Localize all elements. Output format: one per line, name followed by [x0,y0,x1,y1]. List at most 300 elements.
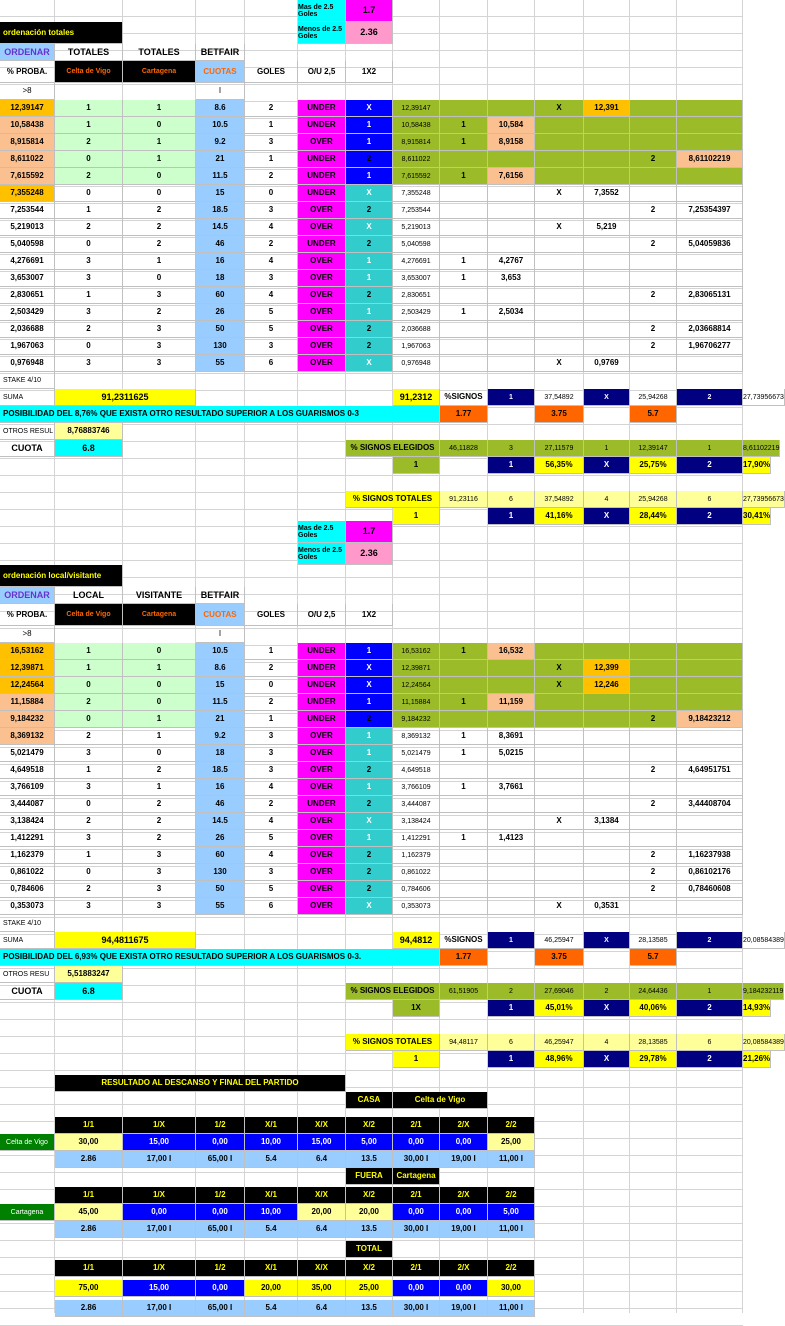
sign2-flag[interactable] [630,168,677,185]
away-goals[interactable]: 1 [123,660,196,677]
ou-cell[interactable]: UNDER [298,711,346,728]
ou-cell[interactable]: OVER [298,881,346,898]
sign2-value[interactable]: 7,25354397 [677,202,743,219]
prob-copy[interactable]: 3,766109 [393,779,440,796]
sign2-flag[interactable] [630,660,677,677]
sign-cell[interactable]: 2 [346,711,393,728]
halftime-odds[interactable]: 6.4 [298,1221,346,1238]
signx-flag[interactable] [535,779,584,796]
halftime-value[interactable]: 5,00 [488,1204,535,1221]
sign1-value[interactable] [488,881,535,898]
sign2-flag[interactable] [630,813,677,830]
sign2-value[interactable] [677,270,743,287]
halftime-header[interactable]: X/1 [245,1187,298,1204]
elegidos-pct[interactable]: 40,06% [630,1000,677,1017]
halftime-value[interactable]: 25,00 [488,1134,535,1151]
halftime-value[interactable]: 0,00 [196,1280,245,1297]
halftime-header[interactable]: X/2 [346,1187,393,1204]
sign-cell[interactable]: 2 [346,151,393,168]
section-title[interactable]: ordenación totales [0,22,123,44]
home-goals[interactable]: 0 [55,185,123,202]
proba-cell[interactable]: 2,036688 [0,321,55,338]
elegidos-pick[interactable]: 1 [393,457,440,474]
elegidos-pct[interactable]: 56,35% [535,457,584,474]
sign2-flag[interactable] [630,253,677,270]
prob-copy[interactable]: 12,39147 [393,100,440,117]
ou-cell[interactable]: UNDER [298,151,346,168]
away-goals[interactable]: 1 [123,100,196,117]
signx-value[interactable] [584,881,630,898]
column-header[interactable]: BETFAIR [196,44,245,61]
sign-cell[interactable]: 2 [346,847,393,864]
home-goals[interactable]: 3 [55,830,123,847]
signx-value[interactable] [584,779,630,796]
ou-cell[interactable]: UNDER [298,694,346,711]
proba-cell[interactable]: 4,276691 [0,253,55,270]
otros-value[interactable]: 8,76883746 [55,423,123,440]
sign2-flag[interactable]: 2 [630,321,677,338]
sign-cell[interactable]: 2 [346,796,393,813]
totales-cell[interactable]: 6 [677,491,743,508]
sign-cell[interactable]: 1 [346,117,393,134]
home-goals[interactable]: 3 [55,779,123,796]
away-goals[interactable]: 1 [123,253,196,270]
sign2-value[interactable] [677,168,743,185]
sign2-value[interactable] [677,219,743,236]
sign1-value[interactable] [488,100,535,117]
ou-cell[interactable]: OVER [298,202,346,219]
totales-label[interactable]: % SIGNOS TOTALES [346,1034,440,1051]
totales-cell[interactable]: 91,23116 [440,491,488,508]
suma-value[interactable]: 91,2311625 [55,389,196,406]
totales-pct[interactable]: 1 [488,1051,535,1068]
signx-flag[interactable]: X [535,660,584,677]
halftime-value[interactable]: 35,00 [298,1280,346,1297]
proba-cell[interactable]: 16,53162 [0,643,55,660]
home-goals[interactable]: 3 [55,745,123,762]
sign1-value[interactable] [488,898,535,915]
column-header[interactable]: TOTALES [123,44,196,61]
home-goals[interactable]: 1 [55,643,123,660]
ou-header[interactable]: O/U 2,5 [298,61,346,83]
signx-value[interactable] [584,762,630,779]
sign1-flag[interactable] [440,677,488,694]
ou-cell[interactable]: OVER [298,338,346,355]
proba-cell[interactable]: 2,830651 [0,287,55,304]
halftime-odds[interactable]: 17,00 I [123,1221,196,1238]
sign2-value[interactable] [677,779,743,796]
signx-value[interactable] [584,168,630,185]
sign2-value[interactable] [677,253,743,270]
proba-header[interactable]: % PROBA. [0,61,55,83]
signx-value[interactable]: 0,9769 [584,355,630,372]
home-goals[interactable]: 0 [55,151,123,168]
sign1-flag[interactable]: 1 [440,117,488,134]
otros-value[interactable]: 5,51883247 [55,966,123,983]
totales-pct[interactable]: 2 [677,1051,743,1068]
odds-cell[interactable]: 21 [196,711,245,728]
odds-cell[interactable]: 14.5 [196,219,245,236]
away-goals[interactable]: 3 [123,898,196,915]
goals-cell[interactable]: 3 [245,762,298,779]
sign-cell[interactable]: 2 [346,762,393,779]
odds-cell[interactable]: 55 [196,898,245,915]
elegidos-cell[interactable]: 2 [488,983,535,1000]
signx-value[interactable]: 3,1384 [584,813,630,830]
sign1-value[interactable]: 4,2767 [488,253,535,270]
elegidos-cell[interactable]: 2 [584,983,630,1000]
home-goals[interactable]: 0 [55,711,123,728]
odds-cell[interactable]: 60 [196,847,245,864]
sign1-flag[interactable] [440,185,488,202]
under-value[interactable]: 2.36 [346,543,393,565]
away-goals[interactable]: 0 [123,168,196,185]
cuotas-header[interactable]: CUOTAS [196,604,245,626]
cuota-label[interactable]: CUOTA [0,983,55,1000]
signx-flag[interactable]: X [535,185,584,202]
column-header[interactable]: TOTALES [55,44,123,61]
sign2-flag[interactable] [630,270,677,287]
signx-value[interactable] [584,202,630,219]
away-goals[interactable]: 0 [123,694,196,711]
proba-cell[interactable]: 3,653007 [0,270,55,287]
signx-flag[interactable] [535,643,584,660]
odds-cell[interactable]: 46 [196,236,245,253]
cuotas-header[interactable]: CUOTAS [196,61,245,83]
signx-value[interactable] [584,304,630,321]
sign1-flag[interactable]: 1 [440,253,488,270]
totales-pct[interactable]: 29,78% [630,1051,677,1068]
away-goals[interactable]: 3 [123,864,196,881]
elegidos-pct[interactable]: X [584,1000,630,1017]
totales-pct[interactable]: 48,96% [535,1051,584,1068]
ou-cell[interactable]: OVER [298,253,346,270]
sign1-flag[interactable]: 1 [440,830,488,847]
prob-copy[interactable]: 11,15884 [393,694,440,711]
proba-cell[interactable]: 0,353073 [0,898,55,915]
elegidos-cell[interactable]: 12,39147 [630,440,677,457]
sign2-value[interactable] [677,100,743,117]
sign2-flag[interactable]: 2 [630,287,677,304]
odds-cell[interactable]: 14.5 [196,813,245,830]
sign1-value[interactable] [488,660,535,677]
otros-label[interactable]: OTROS RESU [0,966,55,983]
elegidos-pct[interactable]: 1 [488,1000,535,1017]
odds-cell[interactable]: 10.5 [196,117,245,134]
halftime-odds[interactable]: 2.86 [55,1151,123,1168]
odds-cell[interactable]: 46 [196,796,245,813]
sign2-flag[interactable] [630,117,677,134]
sign-cell[interactable]: 2 [346,864,393,881]
goals-cell[interactable]: 3 [245,728,298,745]
suma-value-2[interactable]: 94,4812 [393,932,440,949]
proba-cell[interactable]: 12,39871 [0,660,55,677]
sign1-value[interactable] [488,762,535,779]
sign1-flag[interactable]: 1 [440,728,488,745]
sign1-flag[interactable] [440,660,488,677]
sign-cell[interactable]: 2 [346,881,393,898]
signx-flag[interactable] [535,694,584,711]
signx-value[interactable]: 5,219 [584,219,630,236]
signx-value[interactable] [584,745,630,762]
ou-cell[interactable]: UNDER [298,100,346,117]
home-goals[interactable]: 3 [55,355,123,372]
proba-cell[interactable]: 1,162379 [0,847,55,864]
goals-cell[interactable]: 1 [245,151,298,168]
totales-pct[interactable]: 28,44% [630,508,677,525]
goals-cell[interactable]: 4 [245,847,298,864]
proba-cell[interactable]: 0,861022 [0,864,55,881]
proba-cell[interactable]: 3,766109 [0,779,55,796]
goals-cell[interactable]: 2 [245,694,298,711]
signx-value[interactable] [584,253,630,270]
sign2-flag[interactable] [630,134,677,151]
sign1-flag[interactable] [440,151,488,168]
proba-cell[interactable]: 7,615592 [0,168,55,185]
prob-copy[interactable]: 0,861022 [393,864,440,881]
proba-cell[interactable]: 0,976948 [0,355,55,372]
sign2-value[interactable] [677,830,743,847]
goals-cell[interactable]: 3 [245,864,298,881]
sign-cell[interactable]: 1 [346,643,393,660]
halftime-value[interactable]: 25,00 [346,1280,393,1297]
sign2-flag[interactable] [630,745,677,762]
proba-cell[interactable]: 12,24564 [0,677,55,694]
sign1-flag[interactable] [440,711,488,728]
signx-flag[interactable] [535,117,584,134]
ordenar-header[interactable]: ORDENAR [0,44,55,61]
ou-cell[interactable]: OVER [298,134,346,151]
total-label[interactable]: TOTAL [346,1241,393,1258]
ou-cell[interactable]: OVER [298,728,346,745]
goals-cell[interactable]: 3 [245,134,298,151]
halftime-odds[interactable]: 30,00 I [393,1151,440,1168]
halftime-odds[interactable]: 5.4 [245,1151,298,1168]
away-goals[interactable]: 0 [123,270,196,287]
elegidos-cell[interactable]: 27,69046 [535,983,584,1000]
away-goals[interactable]: 2 [123,830,196,847]
halftime-header[interactable]: 1/1 [55,1117,123,1134]
sign1-value[interactable] [488,711,535,728]
halftime-odds[interactable]: 17,00 I [123,1300,196,1317]
sign1-flag[interactable] [440,881,488,898]
signx-flag[interactable] [535,134,584,151]
sign-cell[interactable]: X [346,660,393,677]
signx-flag[interactable]: X [535,813,584,830]
goals-cell[interactable]: 2 [245,100,298,117]
prob-copy[interactable]: 1,162379 [393,847,440,864]
elegidos-label[interactable]: % SIGNOS ELEGIDOS [346,983,440,1000]
prob-copy[interactable]: 7,253544 [393,202,440,219]
halftime-value[interactable]: 0,00 [196,1204,245,1221]
away-goals[interactable]: 1 [123,711,196,728]
halftime-value[interactable]: 0,00 [393,1280,440,1297]
away-goals[interactable]: 3 [123,847,196,864]
casa-team[interactable]: Celta de Vigo [393,1092,488,1109]
proba-cell[interactable]: 7,253544 [0,202,55,219]
ordenar-header[interactable]: ORDENAR [0,587,55,604]
sign2-flag[interactable] [630,779,677,796]
home-team-header[interactable]: Celta de Vigo [55,604,123,626]
signx-flag[interactable] [535,762,584,779]
sign2-flag[interactable]: 2 [630,236,677,253]
sign1-flag[interactable] [440,864,488,881]
sign1-flag[interactable] [440,219,488,236]
casa-side-label[interactable]: Celta de Vigo [0,1134,55,1151]
ou-cell[interactable]: OVER [298,270,346,287]
ou-cell[interactable]: OVER [298,813,346,830]
halftime-header[interactable]: 1/X [123,1187,196,1204]
halftime-odds[interactable]: 65,00 I [196,1300,245,1317]
away-goals[interactable]: 2 [123,813,196,830]
prob-copy[interactable]: 3,138424 [393,813,440,830]
halftime-odds[interactable]: 65,00 I [196,1221,245,1238]
sign2-flag[interactable] [630,728,677,745]
sign2-value[interactable] [677,304,743,321]
goals-cell[interactable]: 6 [245,898,298,915]
sign1-value[interactable]: 16,532 [488,643,535,660]
prob-copy[interactable]: 2,830651 [393,287,440,304]
home-goals[interactable]: 1 [55,762,123,779]
elegidos-pct[interactable]: 2 [677,457,743,474]
signx-flag[interactable] [535,202,584,219]
under-value[interactable]: 2.36 [346,22,393,44]
sign2-value[interactable] [677,694,743,711]
away-goals[interactable]: 1 [123,728,196,745]
signos-cell[interactable]: 1 [488,932,535,949]
sign2-flag[interactable]: 2 [630,151,677,168]
pos-odds-2[interactable]: 5.7 [630,949,677,966]
proba-cell[interactable]: 12,39147 [0,100,55,117]
signx-flag[interactable] [535,864,584,881]
halftime-odds[interactable]: 2.86 [55,1300,123,1317]
elegidos-cell[interactable]: 1 [584,440,630,457]
goals-cell[interactable]: 5 [245,830,298,847]
home-goals[interactable]: 2 [55,728,123,745]
halftime-header[interactable]: 2/2 [488,1187,535,1204]
sign1-value[interactable] [488,287,535,304]
home-goals[interactable]: 2 [55,168,123,185]
proba-cell[interactable]: 3,444087 [0,796,55,813]
halftime-odds[interactable]: 5.4 [245,1221,298,1238]
halftime-header[interactable]: 2/2 [488,1260,535,1277]
halftime-odds[interactable]: 30,00 I [393,1300,440,1317]
sign2-flag[interactable] [630,304,677,321]
sign2-flag[interactable] [630,355,677,372]
proba-cell[interactable]: 10,58438 [0,117,55,134]
away-goals[interactable]: 0 [123,643,196,660]
sign2-value[interactable]: 3,44408704 [677,796,743,813]
signx-flag[interactable] [535,321,584,338]
pos-odds-1[interactable]: 1.77 [440,949,488,966]
sign1-value[interactable]: 5,0215 [488,745,535,762]
sign1-flag[interactable] [440,813,488,830]
1x2-header[interactable]: 1X2 [346,604,393,626]
away-goals[interactable]: 0 [123,745,196,762]
prob-copy[interactable]: 8,369132 [393,728,440,745]
away-goals[interactable]: 0 [123,677,196,694]
over-label[interactable]: Mas de 2.5 Goles [298,521,346,543]
home-goals[interactable]: 1 [55,117,123,134]
away-goals[interactable]: 1 [123,134,196,151]
signx-value[interactable] [584,270,630,287]
sign-cell[interactable]: 1 [346,168,393,185]
prob-copy[interactable]: 1,412291 [393,830,440,847]
filter-cell[interactable]: >8 [0,626,55,643]
signx-value[interactable] [584,287,630,304]
goals-cell[interactable]: 2 [245,660,298,677]
signos-cell[interactable]: 25,94268 [630,389,677,406]
signos-cell[interactable]: X [584,389,630,406]
signx-value[interactable]: 12,391 [584,100,630,117]
signx-flag[interactable] [535,881,584,898]
sign-cell[interactable]: 2 [346,338,393,355]
proba-cell[interactable]: 5,040598 [0,236,55,253]
sign2-value[interactable]: 1,96706277 [677,338,743,355]
sign2-value[interactable]: 1,16237938 [677,847,743,864]
ou-cell[interactable]: OVER [298,898,346,915]
suma-label[interactable]: SUMA [0,932,55,949]
sign-cell[interactable]: X [346,100,393,117]
halftime-header[interactable]: X/X [298,1117,346,1134]
prob-copy[interactable]: 8,915814 [393,134,440,151]
sign2-value[interactable]: 4,64951751 [677,762,743,779]
odds-cell[interactable]: 55 [196,355,245,372]
sign2-value[interactable]: 5,04059836 [677,236,743,253]
home-goals[interactable]: 3 [55,253,123,270]
halftime-header[interactable]: X/1 [245,1260,298,1277]
sign2-value[interactable]: 2,83065131 [677,287,743,304]
ou-cell[interactable]: OVER [298,864,346,881]
prob-copy[interactable]: 5,021479 [393,745,440,762]
filter-cell[interactable]: I [196,83,245,100]
prob-copy[interactable]: 12,39871 [393,660,440,677]
sign1-flag[interactable] [440,202,488,219]
halftime-header[interactable]: X/2 [346,1117,393,1134]
home-team-header[interactable]: Celta de Vigo [55,61,123,83]
halftime-value[interactable]: 15,00 [123,1280,196,1297]
sign-cell[interactable]: 2 [346,202,393,219]
fuera-team[interactable]: Cartagena [393,1168,440,1185]
sign1-flag[interactable] [440,847,488,864]
home-goals[interactable]: 2 [55,694,123,711]
cuota-label[interactable]: CUOTA [0,440,55,457]
ou-cell[interactable]: OVER [298,287,346,304]
prob-copy[interactable]: 8,611022 [393,151,440,168]
signos-cell[interactable]: 28,13585 [630,932,677,949]
sign2-flag[interactable] [630,643,677,660]
odds-cell[interactable]: 8.6 [196,660,245,677]
halftime-header[interactable]: 1/2 [196,1260,245,1277]
prob-copy[interactable]: 0,976948 [393,355,440,372]
goals-cell[interactable]: 1 [245,117,298,134]
halftime-header[interactable]: 2/2 [488,1117,535,1134]
away-team-header[interactable]: Cartagena [123,604,196,626]
otros-label[interactable]: OTROS RESUL [0,423,55,440]
odds-cell[interactable]: 18.5 [196,762,245,779]
signos-cell[interactable]: 46,25947 [535,932,584,949]
goles-header[interactable]: GOLES [245,604,298,626]
signx-value[interactable] [584,711,630,728]
halftime-value[interactable]: 15,00 [298,1134,346,1151]
signx-flag[interactable] [535,151,584,168]
sign-cell[interactable]: 2 [346,321,393,338]
ou-cell[interactable]: UNDER [298,185,346,202]
ou-cell[interactable]: UNDER [298,677,346,694]
sign1-value[interactable]: 8,9158 [488,134,535,151]
sign1-value[interactable] [488,202,535,219]
sign2-flag[interactable] [630,100,677,117]
